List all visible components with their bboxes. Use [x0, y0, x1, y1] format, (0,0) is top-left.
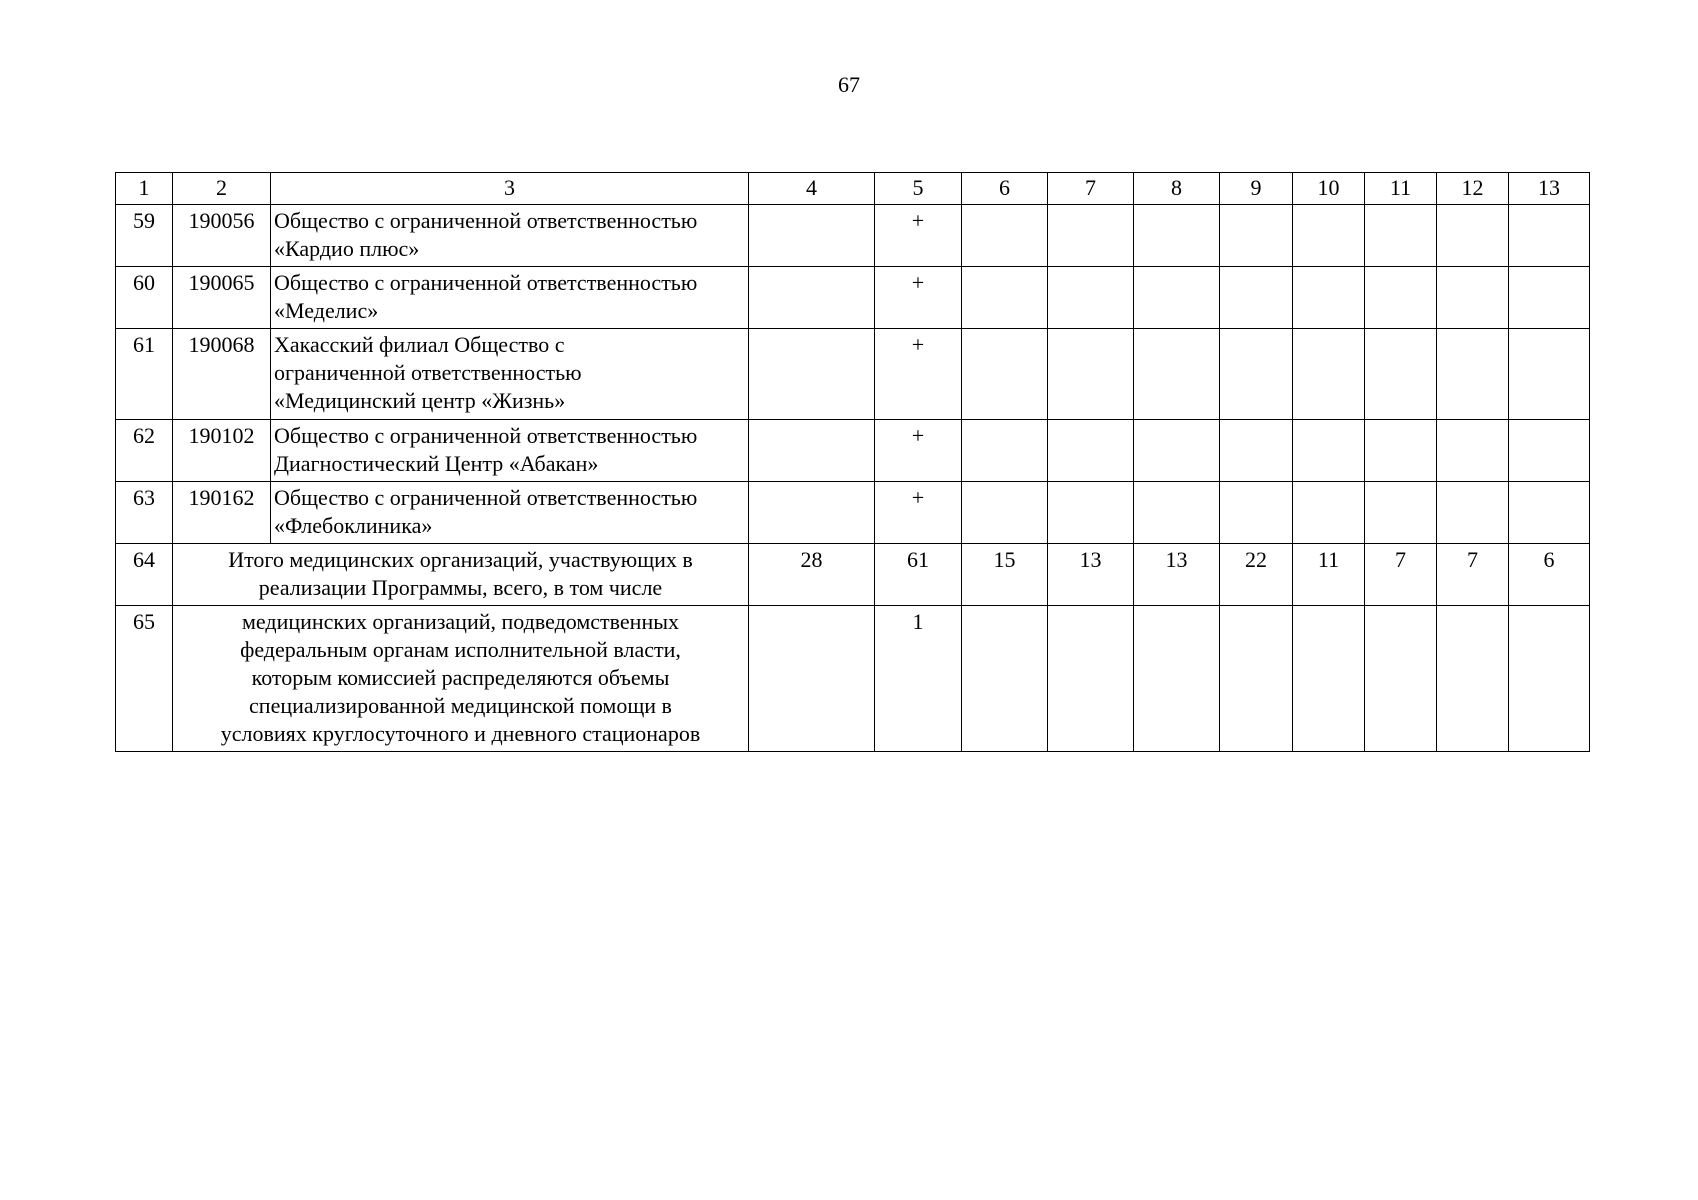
col5-cell: 1: [875, 606, 962, 752]
org-name-line: «Медицинский центр «Жизнь»: [274, 388, 566, 413]
federal-row: [116, 606, 1590, 752]
col8-cell: [1134, 205, 1220, 267]
organizations-table: [115, 172, 1590, 752]
col6-cell: [962, 205, 1048, 267]
table-row: [116, 420, 1590, 482]
col11-cell: 7: [1365, 544, 1437, 606]
column-number-cell: 5: [875, 173, 962, 205]
org-name-line: «Кардио плюс»: [274, 236, 420, 261]
column-number-cell: 12: [1437, 173, 1509, 205]
org-name-line: Хакасский филиал Общество с: [274, 332, 565, 357]
federal-label-cell: [173, 606, 749, 752]
federal-label-line: федеральным органам исполнительной власти,: [240, 637, 681, 662]
col4-cell: [749, 420, 875, 482]
table-row: [116, 482, 1590, 544]
total-label-cell: [173, 544, 749, 606]
org-name-cell: [271, 205, 749, 267]
column-number-cell: 8: [1134, 173, 1220, 205]
col6-cell: [962, 329, 1048, 420]
col13-cell: [1509, 267, 1590, 329]
col8-cell: [1134, 606, 1220, 752]
org-name-cell: [271, 482, 749, 544]
col12-cell: [1437, 482, 1509, 544]
col4-cell: [749, 329, 875, 420]
org-name-line: «Меделис»: [274, 298, 379, 323]
org-name-cell: [271, 420, 749, 482]
col4-cell: 28: [749, 544, 875, 606]
col10-cell: [1293, 420, 1365, 482]
federal-label-line: специализированной медицинской помощи в: [249, 693, 672, 718]
row-number-cell: 65: [116, 606, 173, 752]
federal-label-line: условиях круглосуточного и дневного стационаров: [220, 721, 701, 746]
col5-cell: 61: [875, 544, 962, 606]
col6-cell: [962, 606, 1048, 752]
column-number-cell: 11: [1365, 173, 1437, 205]
col13-cell: [1509, 205, 1590, 267]
col12-cell: [1437, 205, 1509, 267]
col6-cell: 15: [962, 544, 1048, 606]
column-number-cell: 7: [1048, 173, 1134, 205]
col7-cell: [1048, 482, 1134, 544]
org-code-cell: 190102: [173, 420, 271, 482]
col9-cell: [1220, 205, 1293, 267]
col7-cell: 13: [1048, 544, 1134, 606]
org-code-cell: 190056: [173, 205, 271, 267]
col5-cell: +: [875, 420, 962, 482]
federal-label-line: которым комиссией распределяются объемы: [251, 665, 670, 690]
col11-cell: [1365, 329, 1437, 420]
org-code-cell: 190068: [173, 329, 271, 420]
col13-cell: [1509, 329, 1590, 420]
col9-cell: [1220, 420, 1293, 482]
col4-cell: [749, 606, 875, 752]
column-number-cell: 4: [749, 173, 875, 205]
column-number-cell: 2: [173, 173, 271, 205]
col5-cell: +: [875, 329, 962, 420]
col12-cell: 7: [1437, 544, 1509, 606]
col10-cell: 11: [1293, 544, 1365, 606]
col7-cell: [1048, 205, 1134, 267]
federal-label-line: медицинских организаций, подведомственных: [241, 609, 679, 634]
row-number-cell: 62: [116, 420, 173, 482]
col11-cell: [1365, 482, 1437, 544]
col10-cell: [1293, 205, 1365, 267]
row-number-cell: 63: [116, 482, 173, 544]
col6-cell: [962, 420, 1048, 482]
col8-cell: [1134, 482, 1220, 544]
column-number-cell: 1: [116, 173, 173, 205]
row-number-cell: 59: [116, 205, 173, 267]
col7-cell: [1048, 420, 1134, 482]
col10-cell: [1293, 329, 1365, 420]
col6-cell: [962, 267, 1048, 329]
column-number-cell: 10: [1293, 173, 1365, 205]
org-name-line: «Флебоклиника»: [274, 513, 433, 538]
col8-cell: [1134, 267, 1220, 329]
org-name-line: Общество с ограниченной ответственностью: [274, 485, 698, 510]
col7-cell: [1048, 329, 1134, 420]
org-name-line: Общество с ограниченной ответственностью: [274, 423, 698, 448]
org-name-line: Общество с ограниченной ответственностью: [274, 208, 698, 233]
col13-cell: [1509, 482, 1590, 544]
col9-cell: [1220, 606, 1293, 752]
col10-cell: [1293, 482, 1365, 544]
col7-cell: [1048, 606, 1134, 752]
total-label-line: реализации Программы, всего, в том числе: [258, 575, 663, 600]
col11-cell: [1365, 606, 1437, 752]
col11-cell: [1365, 205, 1437, 267]
org-name-cell: [271, 267, 749, 329]
col7-cell: [1048, 267, 1134, 329]
total-row: [116, 544, 1590, 606]
table-row: [116, 267, 1590, 329]
row-number-cell: 60: [116, 267, 173, 329]
col9-cell: [1220, 482, 1293, 544]
total-label-line: Итого медицинских организаций, участвующих в: [228, 547, 693, 572]
col11-cell: [1365, 420, 1437, 482]
row-number-cell: 61: [116, 329, 173, 420]
column-number-cell: 9: [1220, 173, 1293, 205]
column-number-cell: 3: [271, 173, 749, 205]
col4-cell: [749, 482, 875, 544]
col8-cell: 13: [1134, 544, 1220, 606]
col8-cell: [1134, 420, 1220, 482]
col10-cell: [1293, 606, 1365, 752]
col9-cell: [1220, 267, 1293, 329]
col5-cell: +: [875, 482, 962, 544]
col13-cell: [1509, 606, 1590, 752]
org-code-cell: 190065: [173, 267, 271, 329]
col12-cell: [1437, 420, 1509, 482]
table-header-row: [116, 173, 1590, 205]
org-name-line: ограниченной ответственностью: [274, 360, 582, 385]
row-number-cell: 64: [116, 544, 173, 606]
org-name-line: Общество с ограниченной ответственностью: [274, 270, 698, 295]
col9-cell: [1220, 329, 1293, 420]
col4-cell: [749, 205, 875, 267]
col12-cell: [1437, 606, 1509, 752]
col11-cell: [1365, 267, 1437, 329]
col13-cell: 6: [1509, 544, 1590, 606]
column-number-cell: 6: [962, 173, 1048, 205]
org-code-cell: 190162: [173, 482, 271, 544]
col10-cell: [1293, 267, 1365, 329]
table-row: [116, 329, 1590, 420]
org-name-line: Диагностический Центр «Абакан»: [274, 451, 599, 476]
page-number: 67: [838, 72, 860, 97]
col8-cell: [1134, 329, 1220, 420]
table-row: [116, 205, 1590, 267]
col13-cell: [1509, 420, 1590, 482]
col12-cell: [1437, 267, 1509, 329]
col4-cell: [749, 267, 875, 329]
col5-cell: +: [875, 267, 962, 329]
column-number-cell: 13: [1509, 173, 1590, 205]
col6-cell: [962, 482, 1048, 544]
col5-cell: +: [875, 205, 962, 267]
org-name-cell: [271, 329, 749, 420]
col12-cell: [1437, 329, 1509, 420]
col9-cell: 22: [1220, 544, 1293, 606]
